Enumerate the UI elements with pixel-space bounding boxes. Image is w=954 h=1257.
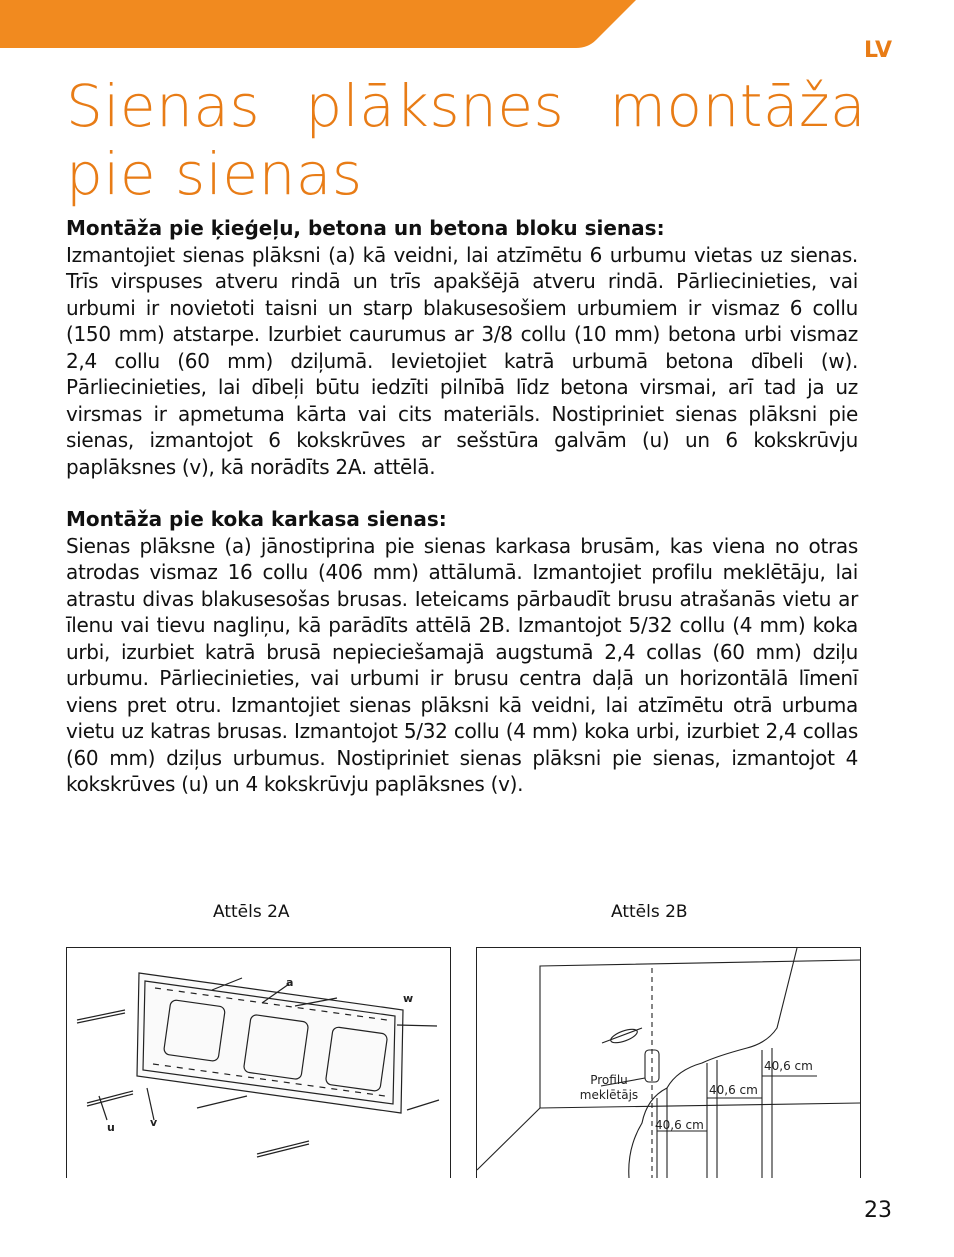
- figure-2a-caption: Attēls 2A: [213, 902, 290, 922]
- label-a: a: [286, 976, 294, 989]
- label-u: u: [107, 1121, 115, 1134]
- figure-2a: [66, 947, 451, 1178]
- section-text-wood: Sienas plāksne (a) jānostiprina pie sienas karkasa brusām, kas viena no otras atrodas vismaz 16 collu (406 mm) attālumā. Izmantojiet profilu meklētāju, lai atrastu divas blakusesošas brusas. Ieteicams pārbaudīt brusu atrašanās vietu ar īlenu vai tievu nagliņu, kā parādīts attēlā 2B. Izmantojot 5/32 collu (4 mm) koka urbi, izurbiet katrā brusā nepieciešamajā augstumā 2,4 collas (60 mm) dziļu urbumu. Pārliecinieties, vai urbumi ir brusu centra daļā un horizontālā līmenī viens pret otru. Izmantojiet sienas plāksni kā veidni, lai atzīmētu otrā urbuma vietu uz katras brusas. Izmantojot 5/32 collu (4 mm) koka urbi, izurbiet 2,4 collas (60 mm) dziļus urbumus. Nostipriniet sienas plāksni pie sienas, izmantojot 4 kokskrūves (u) un 4 kokskrūvju paplāksnes (v).: [66, 533, 858, 796]
- dimension-label-2: 40,6 cm: [709, 1083, 758, 1097]
- page-number: 23: [864, 1198, 892, 1223]
- stud-finder-label-1: Profilu: [590, 1073, 628, 1087]
- stud-finder-illustration: [477, 948, 860, 1178]
- section-wood: [66, 506, 858, 798]
- body-text: [66, 215, 858, 798]
- section-heading-wood: Montāža pie koka karkasa sienas:: [66, 507, 447, 531]
- figure-2b: [476, 947, 861, 1178]
- dimension-label-3: 40,6 cm: [764, 1059, 813, 1073]
- figure-2b-caption: Attēls 2B: [611, 902, 688, 922]
- label-w: w: [403, 992, 414, 1005]
- section-heading-masonry: Montāža pie ķieģeļu, betona un betona bloku sienas:: [66, 216, 665, 240]
- dimension-label-1: 40,6 cm: [655, 1118, 704, 1132]
- header-band: [0, 0, 954, 50]
- wall-plate-illustration: [67, 948, 450, 1178]
- language-code: LV: [863, 38, 892, 63]
- page-title: Sienas plāksnes montāža pie sienas: [66, 72, 866, 208]
- section-text-masonry: Izmantojiet sienas plāksni (a) kā veidni, lai atzīmētu 6 urbumu vietas uz sienas. Trīs virspuses atveru rindā un trīs apakšējā atveru rindā. Pārliecinieties, vai urbumi ir novietoti taisni un starp blakusesošiem urbumiem ir vismaz 6 collu (150 mm) atstarpe. Izurbiet caurumus ar 3/8 collu (10 mm) betona urbi vismaz 2,4 collu (60 mm) dziļumā. Ievietojiet katrā urbumā betona dībeli (w). Pārliecinieties, lai dībeļi būtu iedzīti pilnībā līdz betona virsmai, arī tad ja uz virsmas ir apmetuma kārta vai cits materiāls. Nostipriniet sienas plāksni pie sienas, izmantojot 6 kokskrūves ar sešstūra galvām (u) un 6 kokskrūvju paplāksnes (v), kā norādīts 2A. attēlā.: [66, 242, 858, 479]
- label-v: v: [150, 1116, 158, 1129]
- stud-finder-label-2: meklētājs: [579, 1088, 639, 1102]
